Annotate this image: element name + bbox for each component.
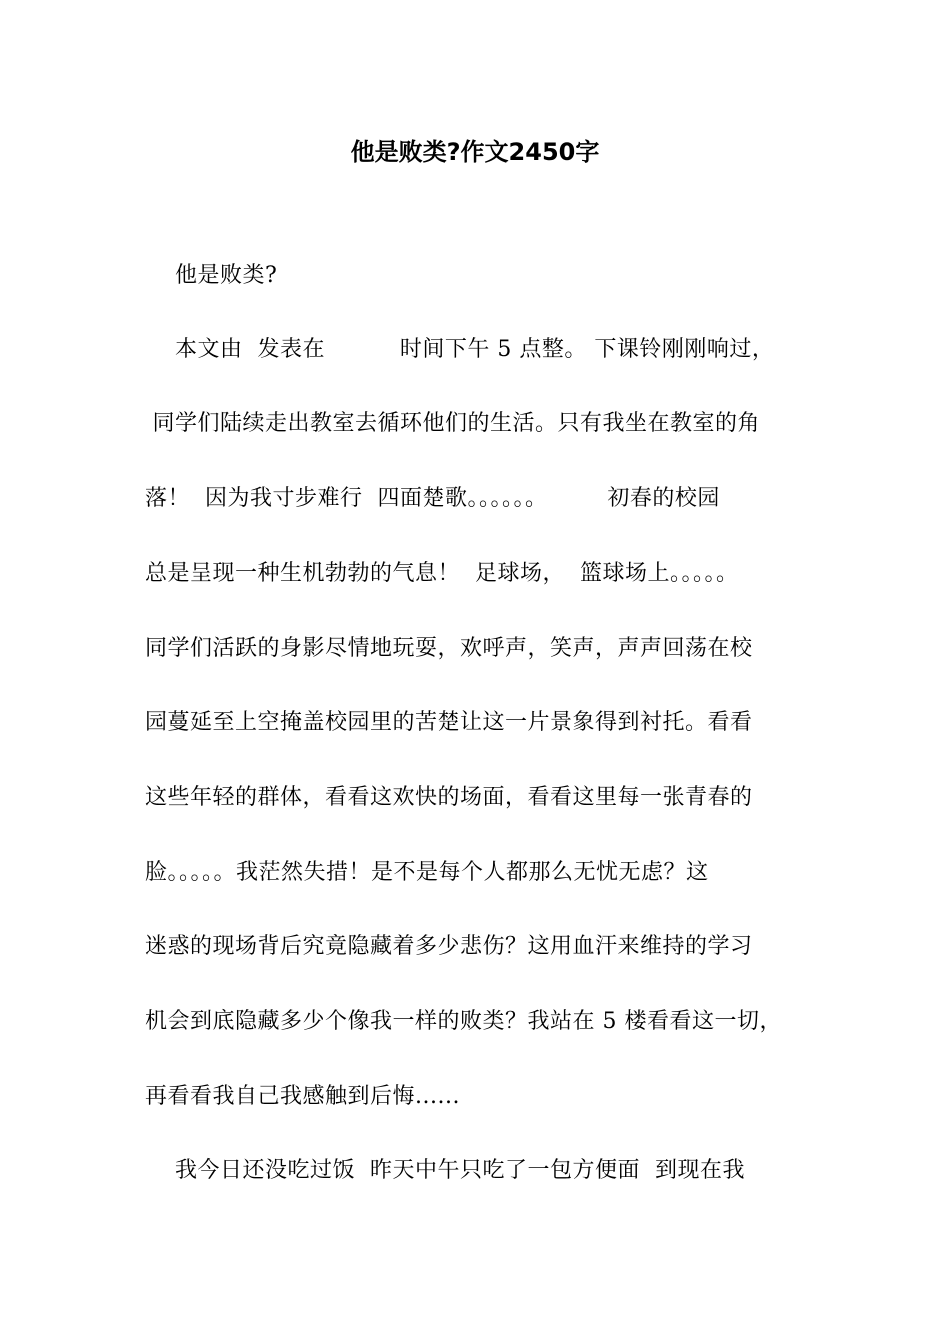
paragraph-line: 同学们活跃的身影尽情地玩耍，欢呼声，笑声，声声回荡在校 bbox=[145, 636, 753, 661]
paragraph-line: 再看看我自己我感触到后悔...... bbox=[145, 1084, 460, 1109]
paragraph-line: 总是呈现一种生机勃勃的气息！ 足球场， 篮球场上。。。。。 bbox=[145, 561, 739, 586]
document-title: 他是败类?作文2450字 bbox=[350, 138, 600, 166]
paragraph-line: 脸。。。。。我茫然失措！是不是每个人都那么无忧无虑？这 bbox=[145, 860, 709, 885]
paragraph-line: 同学们陆续走出教室去循环他们的生活。只有我坐在教室的角 bbox=[145, 411, 760, 436]
paragraph-line: 机会到底隐藏多少个像我一样的败类？我站在 5 楼看看这一切， bbox=[145, 1009, 782, 1034]
paragraph-line: 园蔓延至上空掩盖校园里的苦楚让这一片景象得到衬托。看看 bbox=[145, 710, 753, 735]
paragraph-line: 落！ 因为我寸步难行 四面楚歌。。。。。。 初春的校园 bbox=[145, 486, 720, 511]
paragraph-line: 我今日还没吃过饭 昨天中午只吃了一包方便面 到现在我 bbox=[145, 1158, 745, 1183]
paragraph-line: 这些年轻的群体，看看这欢快的场面，看看这里每一张青春的 bbox=[145, 785, 753, 810]
paragraph-line: 本文由 发表在 时间下午 5 点整。 下课铃刚刚响过， bbox=[145, 337, 775, 362]
paragraph-line: 迷惑的现场背后究竟隐藏着多少悲伤？这用血汗来维持的学习 bbox=[145, 934, 753, 959]
paragraph-line: 他是败类? bbox=[145, 263, 278, 288]
